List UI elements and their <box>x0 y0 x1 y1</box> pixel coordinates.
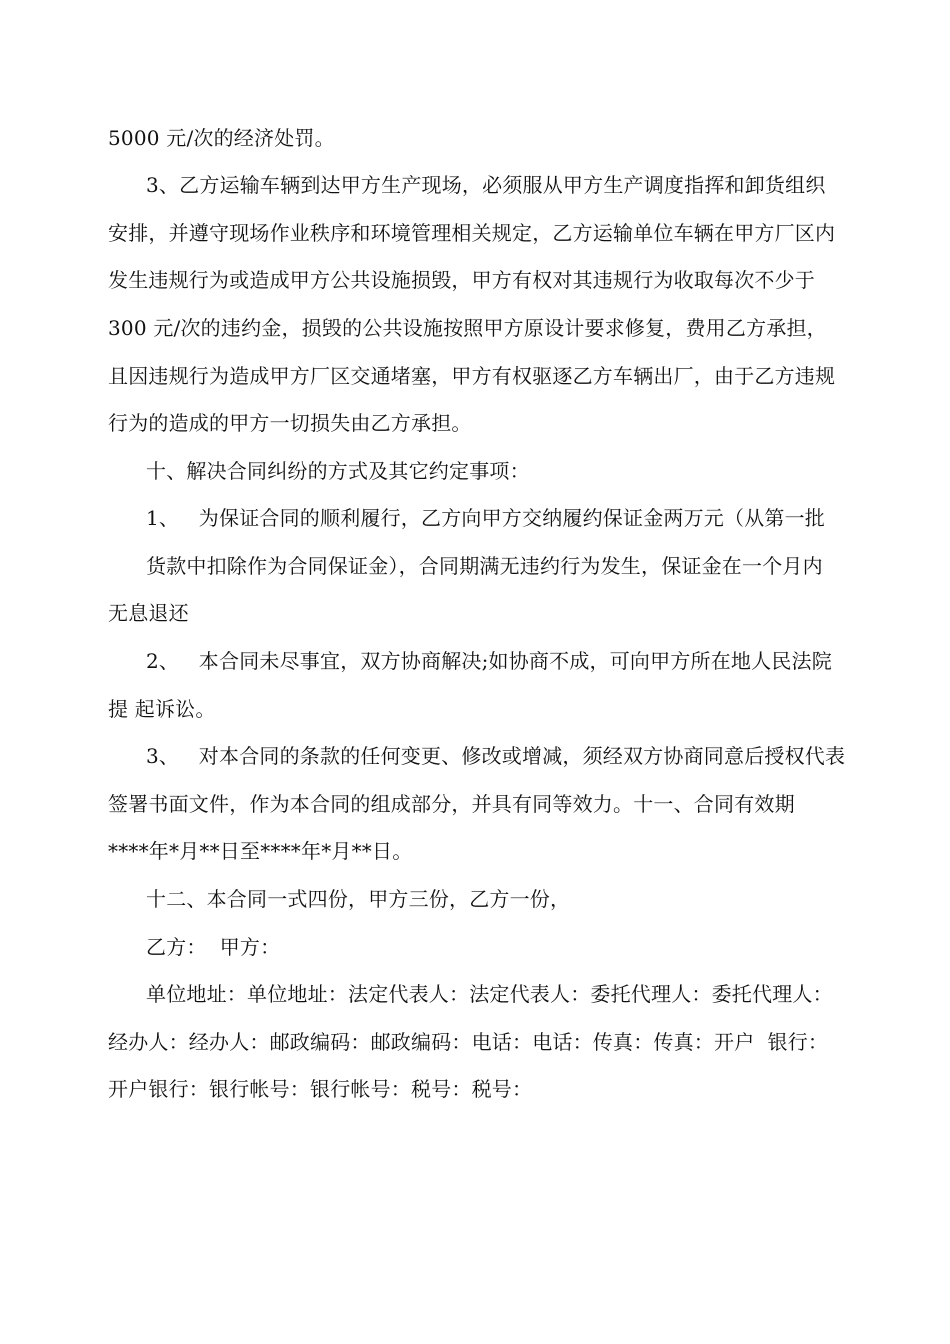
item-1-line: 无息退还 <box>108 601 189 625</box>
signature-fields-line: 开户银行：银行帐号：银行帐号：税号：税号： <box>108 1077 533 1101</box>
paragraph-line: 发生违规行为或造成甲方公共设施损毁，甲方有权对其违规行为收取每次不少于 <box>108 268 815 292</box>
section-heading-12: 十二、本合同一式四份，甲方三份，乙方一份， <box>146 887 571 911</box>
item-3-line: 3、 对本合同的条款的任何变更、修改或增减，须经双方协商同意后授权代表 <box>146 744 846 768</box>
item-3-line: 签署书面文件，作为本合同的组成部分，并具有同等效力。十一、合同有效期 <box>108 792 795 816</box>
signature-fields-line: 经办人：经办人：邮政编码：邮政编码：电话：电话：传真：传真：开户 银行： <box>108 1030 829 1054</box>
paragraph-line: 300 元/次的违约金，损毁的公共设施按照甲方原设计要求修复，费用乙方承担， <box>108 316 827 340</box>
item-1-line: 1、 为保证合同的顺利履行，乙方向甲方交纳履约保证金两万元（从第一批 <box>146 506 825 530</box>
paragraph-line-clause-3-start: 3、乙方运输车辆到达甲方生产现场，必须服从甲方生产调度指挥和卸货组织 <box>146 173 826 197</box>
item-2-line: 2、 本合同未尽事宜，双方协商解决;如协商不成，可向甲方所在地人民法院 <box>146 649 832 673</box>
paragraph-line-penalty-end: 5000 元/次的经济处罚。 <box>108 126 335 150</box>
item-2-line: 提 起诉讼。 <box>108 697 216 721</box>
paragraph-line: 且因违规行为造成甲方厂区交通堵塞，甲方有权驱逐乙方车辆出厂，由于乙方违规 <box>108 364 836 388</box>
party-labels: 乙方： 甲方： <box>146 935 281 959</box>
item-1-line: 货款中扣除作为合同保证金），合同期满无违约行为发生，保证金在一个月内 <box>146 554 823 578</box>
paragraph-line: 安排，并遵守现场作业秩序和环境管理相关规定，乙方运输单位车辆在甲方厂区内 <box>108 221 836 245</box>
validity-period-line: ****年*月**日至****年*月**日。 <box>108 839 413 863</box>
signature-fields-line: 单位地址：单位地址：法定代表人：法定代表人：委托代理人：委托代理人： <box>146 982 833 1006</box>
paragraph-line: 行为的造成的甲方一切损失由乙方承担。 <box>108 411 472 435</box>
section-heading-10: 十、解决合同纠纷的方式及其它约定事项： <box>146 459 530 483</box>
